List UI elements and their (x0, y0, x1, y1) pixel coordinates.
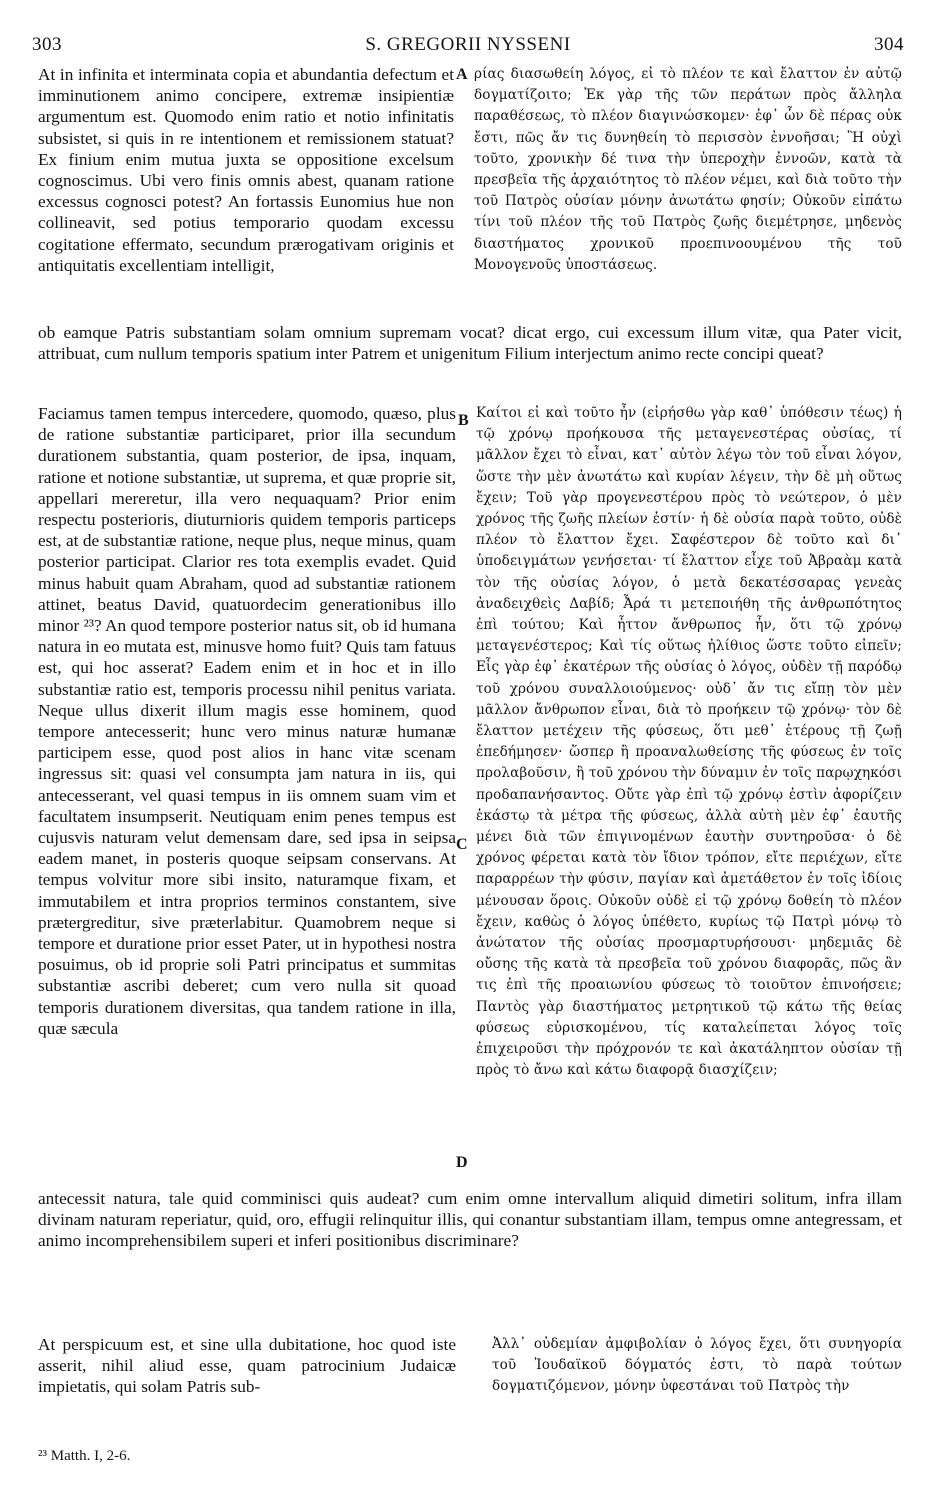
footnote: ²³ Matth. I, 2-6. (38, 1448, 131, 1464)
latin-full-width-section-1: ob eamque Patris substantiam solam omnium supremam vocat? dicat ergo, cui excessum illum vitæ, qua Pater vicit, attribuat, cum nullum temporis spatium inter Patrem et unigenitum Filium interjectum animo recte concipi queat? (38, 323, 902, 364)
margin-marker-c: C (456, 836, 468, 853)
latin-column-section-1: At in infinita et interminata copia et abundantia defectum et imminutionem animo concipere, extremæ insipientiæ argumentum est. Quomodo enim ratio et notio infinitatis subsistet, si quis in re intentionem et remissionem statuat? Ex finium enim mutua juxta se oppositione excelsum cognoscimus. Ubi vero finis omnis abest, quanam ratione excessus cognosci potest? An fortassis Eunomius hue non collineavit, sed potius temporario quodam excessu cogitatione effermato, secundum prærogativam originis et antiquitatis excellentiam intelligit, (38, 65, 454, 275)
greek-column-section-1: ρίας διασωθείη λόγος, εἰ τὸ πλέον τε καὶ ἔλαττον ἐν αὐτῷ δογματίζοιτο; Ἐκ γὰρ τῆς τῶν περάτων πρὸς ἄλληλα παραθέσεως, τὸ πλέον διαγινώσκομεν· ἐφ᾽ ὧν δὲ πέρας οὐκ ἔστι, πῶς ἄν τις δυνηθείη τὸ περισσὸν ἐννοῆσαι; Ἢ οὐχὶ τοῦτο, χρονικὴν δέ τινα τὴν ὑπεροχὴν ἐννοῶν, κατὰ τὰ πρεσβεῖα τῆς ἀρχαιότητος τὸ πλέον νέμει, καὶ διὰ τοῦτο τὴν τοῦ Πατρὸς οὐσίαν μόνην ἀνωτάτω φησίν; Οὐκοῦν εἰπάτω τίνι τοῦ πλέον τῆς τοῦ Πατρὸς ζωῆς διεμέτρησε, μηδενὸς διαστήματος χρονικοῦ προεπινοουμένου τῆς τοῦ Μονογενοῦς ὑποστάσεως. (474, 66, 902, 273)
latin-column-section-3: At perspicuum est, et sine ulla dubitatione, hoc quod iste asserit, nihil aliud esse, quam patrocinium Judaicæ impietatis, qui solam Patris sub- (38, 1335, 456, 1397)
running-title: S. GREGORII NYSSENI (365, 34, 571, 55)
latin-full-width-section-2: antecessit natura, tale quid comminisci quis audeat? cum enim omne intervallum aliquid dimetiri solitum, infra illam divinam naturam reperiatur, quid, oro, effugii relinquitur illis, qui conantur substantiam illam, tempus omne antegressam, et animo incomprehensibilem superi et inferi positionibus discriminare? (38, 1189, 902, 1251)
margin-marker-d: D (456, 1154, 468, 1171)
greek-column-section-2: Καίτοι εἰ καὶ τοῦτο ἦν (εἰρήσθω γὰρ καθ᾽ ὑπόθεσιν τέως) ἡ τῷ χρόνῳ προήκουσα τῆς μεταγενεστέρας οὐσίας, τί μᾶλλον ἔχει τὸ εἶναι, κατ᾽ αὐτὸν λέγω τὸν τοῦ εἶναι λόγον, ὥστε τὴν μὲν ἀνωτάτω καὶ κυρίαν λέγειν, τὴν δὲ μὴ οὕτως ἔχειν; Τοῦ γὰρ προγενεστέρου πρὸς τὸ νεώτερον, ὁ μὲν χρόνος τῆς ζωῆς πλείων ἐστίν· ἡ δὲ οὐσία παρὰ τοῦτο, οὐδὲ πλέον τὸ ἔλαττον ἔχει. Σαφέστερον δὲ τοῦτο καὶ δι᾽ ὑποδειγμάτων γενήσεται· τί ἔλαττον εἶχε τοῦ Ἀβραὰμ κατὰ τὸν τῆς οὐσίας λόγον, ὁ μετὰ δεκατέσσαρας γενεὰς ἀναδειχθεὶς Δαβίδ; Ἆρά τι μετεποιήθη τῆς ἀνθρωπότητος ἐπὶ τούτου; Καὶ ἧττον ἄνθρωπος ἦν, ὅτι τῷ χρόνῳ μεταγενέστερος; Καὶ τίς οὕτως ἠλίθιος ὥστε τοῦτο εἰπεῖν; Εἷς γὰρ ἐφ᾽ ἑκατέρων τῆς οὐσίας ὁ λόγος, οὐδὲν τῇ παρόδῳ τοῦ χρόνου συναλλοιούμενος· οὐδ᾽ ἄν τις εἴπῃ τὸν μὲν μᾶλλον ἄνθρωπον εἶναι, διὰ τὸ προήκειν τῷ χρόνῳ· τὸν δὲ ἔλαττον μετέχειν τῆς φύσεως, ὅτι μεθ᾽ ἑτέρους τῇ ζωῇ ἐπεδήμησεν· ὥσπερ ἢ προαναλωθείσης τῆς φύσεως ἐν τοῖς προλαβοῦσιν, ἢ τοῦ χρόνου τὴν δύναμιν ἐν τοῖς παρῳχηκόσι προδαπανήσαντος. Οὔτε γὰρ ἐπὶ τῷ χρόνῳ ἐστὶν ἀφορίζειν ἑκάστῳ τὰ μέτρα τῆς φύσεως, ἀλλὰ αὐτὴ μὲν ἐφ᾽ ἑαυτῆς μένει διὰ τῶν ἐπιγινομένων ἑαυτὴν συντηροῦσα· ὁ δὲ χρόνος φέρεται κατὰ τὸν ἴδιον τρόπον, εἴτε περιέχων, εἴτε παραρρέων τὴν φύσιν, παγίαν καὶ ἀμετάθετον ἐν τοῖς ἰδίοις μένουσαν ὅροις. Οὐκοῦν οὐδὲ εἰ τῷ χρόνῳ δοθείη τὸ πλέον ἔχειν, καθὼς ὁ λόγος ὑπέθετο, κυρίως τῷ Πατρὶ μόνῳ τὸ ἀνώτατον τῆς οὐσίας προσμαρτυρήσουσι· μηδεμιᾶς δὲ οὔσης τῆς κατὰ τὰ πρεσβεῖα τοῦ χρόνου διαφορᾶς, πῶς ἂν τις ἐπὶ τῆς προαιωνίου φύσεως τὸ τοιοῦτον ἐπινοήσειε; Παντὸς γὰρ διαστήματος μετρητικοῦ τῷ κάτω τῆς θείας φύσεως εὑρισκομένου, τίς καταλείπεται λόγος τοῖς ἐπιχειροῦσι τὴν πρόχρονόν τε καὶ ἀκατάληπτον οὐσίαν τῇ πρὸς τὸ ἄνω καὶ κάτω διαφορᾷ διασχίζειν; (476, 405, 902, 1079)
page-number-left: 303 (32, 34, 62, 55)
latin-column-section-2: Faciamus tamen tempus intercedere, quomodo, quæso, plus de ratione substantiæ participaret, prior illa secundum durationem substantia, quam posterior, de ipsa, inquam, ratione et notione substantiæ, ut suprema, et quæ proprie sit, appellari mereretur, illa vero nequaquam? Prior enim respectu posterioris, diuturnioris quidem temporis particeps est, at de substantiæ ratione, neque plus, neque minus, quam posterior participat. Clarior res tota exemplis evadet. Quid minus habuit quam Abraham, quod ad substantiæ rationem attinet, beatus David, quatuordecim generationibus illo minor ²³? An quod tempore posterior natus sit, ob id humana natura in eo mutata est, minusve homo fuit? Quis tam fatuus est, qui hoc asserat? Eadem enim et in hoc et in illo substantiæ ratio est, temporis processu nihil penitus variata. Neque ullus dixerit illum magis esse hominem, quod tempore antecesserit; hunc vero minus naturæ humanæ participem esse, quod post alios in hanc vitæ scenam ingressus sit: quasi vel consumpta jam natura in iis, qui antecesserant, vel quasi tempus in iis omnem suam vim et facultatem insumpserit. Neutiquam enim penes tempus est cujusvis naturam velut demensam dare, sed ipsa in seipsa eadem manet, in posteris quoque seipsam conservans. At tempus volvitur more sibi insito, naturamque fixam, et immutabilem et intra proprios terminos constantem, sive prætergreditur, sive præterlabitur. Quamobrem neque si tempore et duratione prior esset Pater, ut in hypothesi nostra posuimus, ob id proprie soli Patri principatus et summitas substantiæ ascribi deberet; cum vero nulla sit quoad temporis durationem diversitas, qua tandem ratione in illa, quæ sæcula (38, 404, 456, 1038)
greek-column-section-3: Ἀλλ᾽ οὐδεμίαν ἀμφιβολίαν ὁ λόγος ἔχει, ὅτι συνηγορία τοῦ Ἰουδαϊκοῦ δόγματός ἐστι, τὸ παρὰ τούτων δογματιζόμενον, μόνην ὑφεστάναι τοῦ Πατρὸς τὴν (492, 1336, 902, 1395)
margin-marker-a: A (456, 66, 468, 83)
margin-marker-b: B (458, 412, 469, 429)
page-number-right: 304 (874, 34, 904, 55)
page-header (32, 34, 904, 60)
